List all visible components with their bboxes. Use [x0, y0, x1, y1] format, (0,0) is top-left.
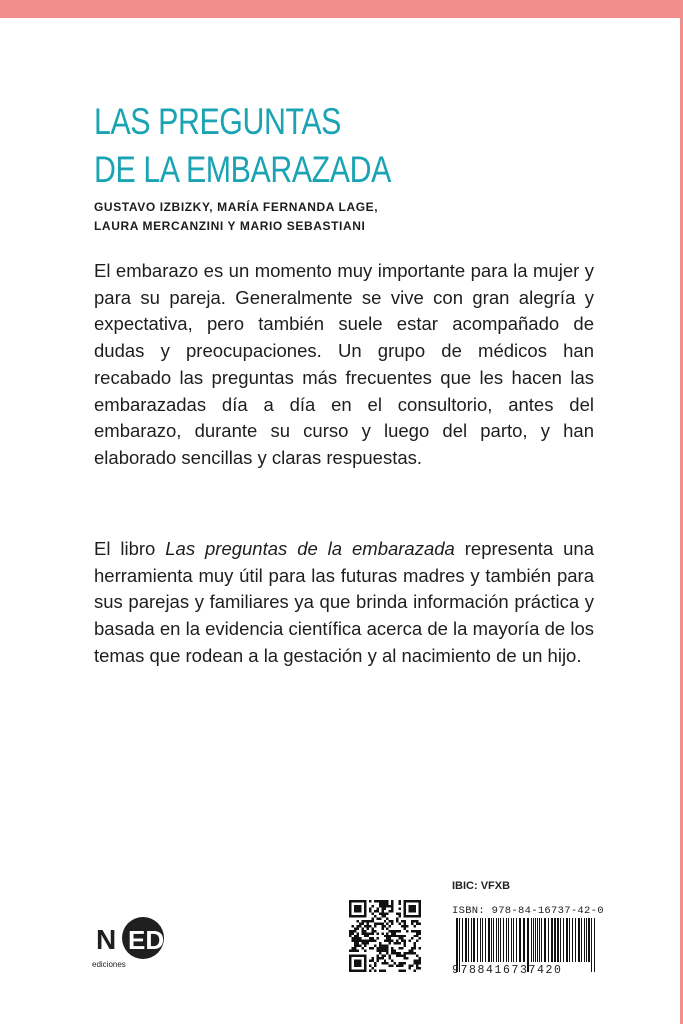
blurb-book-title-italic: Las preguntas de la embarazada — [165, 538, 455, 559]
author-list — [94, 198, 378, 236]
authors-line-2: LAURA MERCANZINI Y MARIO SEBASTIANI — [94, 219, 366, 233]
ned-publisher-logo — [92, 912, 172, 972]
logo-subtext: ediciones — [92, 960, 126, 969]
qr-code — [349, 900, 421, 972]
top-color-band — [0, 0, 683, 18]
book-title-line-1: LAS PREGUNTAS — [94, 101, 342, 142]
ibic-code: IBIC: VFXB — [452, 880, 511, 892]
isbn-label: ISBN: 978-84-16737-42-0 — [452, 905, 604, 917]
book-title — [94, 98, 438, 194]
blurb-paragraph-2-prefix: El libro — [94, 538, 166, 559]
logo-letters-ed: ED — [128, 925, 165, 955]
blurb-paragraph-2-suffix: representa una herramienta muy útil para las futuras madres y también para sus parejas y familiares ya que brinda información práctica y basada en la evidencia científica acerca de la mayoría de los temas que rodean a la gestación y al nacimiento de un hijo. — [94, 538, 594, 666]
book-title-line-2: DE LA EMBARAZADA — [94, 149, 391, 190]
authors-line-1: GUSTAVO IZBIZKY, MARÍA FERNANDA LAGE, — [94, 200, 379, 214]
logo-letter-n: N — [96, 924, 117, 955]
blurb-paragraph-1: El embarazo es un momento muy importante para la mujer y para su pareja. Generalmente se vive con gran alegría y expectativa, pero también suele estar acompañado de dudas y preocupaciones. Un grupo de médicos han recabado las preguntas más frecuentes que les hacen las embarazadas día a día en el consultorio, antes del embarazo, durante su curso y luego del parto, y han elaborado sencillas y claras respuestas. — [94, 260, 594, 468]
barcode-digits: 9788416737420 — [452, 964, 563, 977]
blurb-paragraph-2 — [94, 536, 594, 670]
